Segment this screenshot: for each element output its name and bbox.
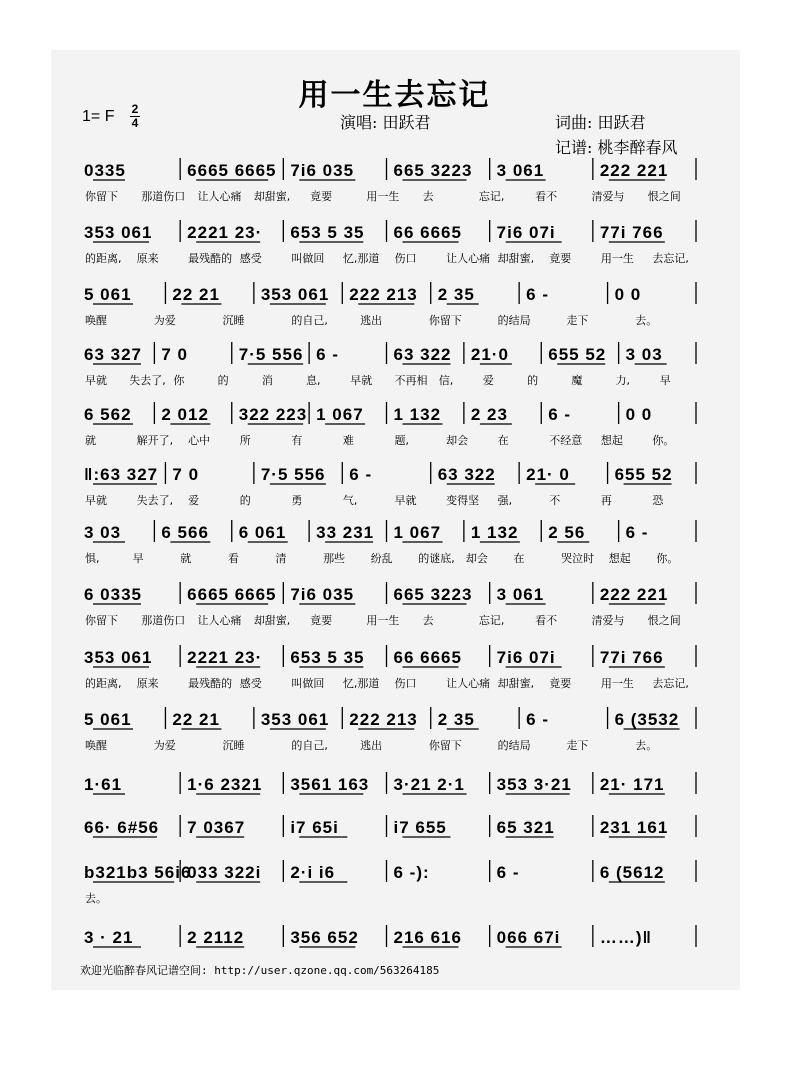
transcriber-credit: 记谱: 桃李醉春风 [555,138,678,157]
lyric-text: 不再相 [394,374,428,387]
note-group: 6 - [548,405,572,424]
lyric-text: 用一生 [600,252,634,265]
lyric-text: 清 [275,552,287,565]
note-group: 22 21 [172,285,220,304]
note-group: 22 21 [172,710,220,729]
lyric-text: 有 [291,434,303,447]
lyric-text: 原来 [136,677,159,690]
lyric-text: 纷乱 [370,552,393,565]
note-group: 5 061 [84,285,132,304]
lyric-text: 的 [217,374,229,387]
lyric-text: 早 [659,374,671,387]
lyric-text: 想起 [600,434,623,447]
note-group: 1 132 [393,405,442,424]
lyric-text: 原来 [136,252,159,265]
note-group: 356 652 [290,928,359,947]
lyric-text: 勇 [291,494,303,507]
lyric-text: 就 [180,552,192,565]
note-group: 63 327 [84,345,142,364]
lyric-text: 息, [306,374,321,387]
lyric-text: 的结局 [497,739,531,752]
lyric-text: 早 [132,552,144,565]
lyric-text: 你留下 [428,739,462,752]
lyric-text: 那道伤口 [141,614,186,627]
lyricist-credit: 词曲: 田跃君 [555,113,646,132]
lyric-text: 恨之间 [647,190,681,203]
lyric-text: 你留下 [85,614,118,627]
note-group: 1 132 [470,523,519,542]
note-group: ‖:63 327 [84,465,159,484]
note-group: 216 616 [393,928,462,947]
lyric-text: 难 [342,434,354,447]
note-group: 7·5 556 [260,465,326,484]
note-group: 7i6 035 [290,585,355,604]
note-group: 6665 6665 [187,585,277,604]
note-group: 653 5 35 [290,223,365,242]
lyric-text: 用一生 [366,190,400,203]
note-group: 6 - [349,465,373,484]
time-signature-bottom: 4 [131,116,139,130]
note-group: ……)‖ [599,928,652,947]
lyric-text: 竟要 [549,677,572,690]
lyric-text: 去。 [85,892,107,905]
lyric-text: 再 [600,494,612,507]
note-group: 2 012 [161,405,209,424]
lyric-text: 走下 [566,314,589,327]
lyric-text: 看 [227,552,239,565]
lyric-text: 力, [615,374,631,387]
lyric-text: 解开了, [136,434,174,447]
lyric-text: 那些 [323,552,346,565]
note-group: 6 -): [393,863,430,882]
lyric-text: 爱 [188,494,200,507]
lyric-text: 去。 [635,739,658,752]
note-group: 77i 766 [599,648,664,667]
key-signature: 1= F [82,108,115,125]
lyric-text: 用一生 [366,614,400,627]
lyric-text: 唤醒 [85,314,107,327]
lyric-text: 感受 [239,677,262,690]
lyric-text: 让人心痛 [446,677,491,690]
lyric-text: 让人心痛 [197,190,242,203]
lyric-text: 竟要 [310,190,333,203]
lyric-text: 在 [513,552,525,565]
note-group: 6 - [526,285,549,304]
note-group: 2 2112 [187,928,245,947]
lyric-text: 爱 [482,374,494,387]
lyric-text: 就 [85,434,96,447]
note-group: 0335 [84,161,126,180]
lyric-text: 忆,那道 [342,677,380,690]
note-group: i7 655 [393,818,447,837]
note-group: 6 562 [84,405,132,424]
lyric-text: 忆,那道 [342,252,380,265]
note-group: 7i6 07i [496,648,556,667]
lyric-text: 叫做回 [291,252,325,265]
note-group: 63 322 [437,465,496,484]
lyric-text: 的 [239,494,251,507]
note-group: 66· 6#56 [84,818,160,837]
note-group: 65 321 [496,818,555,837]
lyric-text: 最残酷的 [188,677,233,690]
lyric-text: 不经意 [549,434,583,447]
lyric-text: 沉睡 [222,314,245,327]
lyric-text: 感受 [239,252,262,265]
note-group: 322 223 [238,405,308,424]
lyric-text: 你。 [652,434,675,447]
lyric-text: 心中 [188,434,211,447]
lyric-text: 看不 [535,614,558,627]
note-group: 63 322 [393,345,452,364]
lyric-text: 那道伤口 [141,190,186,203]
note-group: 222 221 [599,585,669,604]
lyric-text: 不 [549,494,561,507]
lyric-text: 却会 [446,434,469,447]
lyric-text: 清爱与 [591,190,625,203]
song-title: 用一生去忘记 [298,78,491,113]
lyric-text: 的距离, [85,677,122,690]
lyric-text: 你留下 [85,190,118,203]
singer-credit: 演唱: 田跃君 [340,113,431,132]
lyric-text: 去 [422,190,434,203]
lyric-text: 叫做回 [291,677,325,690]
note-group: 033 322i [187,863,262,882]
note-group: 6 566 [161,523,209,542]
lyric-text: 的 [527,374,539,387]
lyric-text: 去忘记, [652,252,689,265]
note-group: 6665 6665 [187,161,277,180]
lyric-text: 忘记, [478,190,505,203]
lyric-text: 强, [497,494,513,507]
note-group: 7i6 035 [290,161,355,180]
lyric-text: 消 [261,374,273,387]
note-group: 353 061 [84,223,153,242]
lyric-text: 早就 [85,374,107,387]
note-group: 1 067 [316,405,364,424]
note-group: 6 - [526,710,549,729]
note-group: 665 3223 [393,585,473,604]
footer-link: 欢迎光临醉春风记谱空间: http://user.qzone.qq.com/563264185 [80,964,440,977]
lyric-text: 忘记, [478,614,505,627]
note-group: 0 0 [625,405,653,424]
lyric-text: 早就 [350,374,373,387]
note-group: 066 67i [496,928,561,947]
note-group: 3 03 [625,345,663,364]
note-group: 353 3·21 [496,775,572,794]
note-group: i7 65i [290,818,339,837]
lyric-text: 魔 [571,374,583,387]
note-group: 2 35 [437,710,475,729]
lyric-text: 恨之间 [647,614,681,627]
note-group: 33 231 [316,523,375,542]
note-group: 7i6 07i [496,223,556,242]
lyric-text: 早就 [394,494,417,507]
lyric-text: 失去了, [129,374,166,387]
note-group: 3561 163 [290,775,370,794]
note-group: 3 · 21 [84,928,134,947]
lyric-text: 惧, [85,552,100,565]
note-group: 1·61 [84,775,123,794]
lyric-text: 你留下 [428,314,462,327]
note-group: 3 061 [496,585,545,604]
lyric-text: 却甜蜜, [497,677,535,690]
note-group: 655 52 [614,465,673,484]
note-group: 353 061 [260,710,330,729]
note-group: 6 061 [238,523,287,542]
note-group: 66 6665 [393,648,462,667]
lyric-text: 的自己, [291,314,328,327]
lyric-text: 竟要 [549,252,572,265]
lyric-text: 早就 [85,494,107,507]
note-group: 1 067 [393,523,442,542]
note-group: 222 213 [349,710,418,729]
note-group: 7 0 [172,465,200,484]
note-group: 3 03 [84,523,122,542]
note-group: 2221 23· [187,648,263,667]
lyric-text: 沉睡 [222,739,245,752]
note-group: 3 061 [496,161,545,180]
lyric-text: 让人心痛 [197,614,242,627]
lyric-text: 去忘记, [652,677,689,690]
lyric-text: 为爱 [153,739,176,752]
lyric-text: 的结局 [497,314,531,327]
note-group: 77i 766 [599,223,664,242]
note-group: 21· 0 [526,465,570,484]
note-group: 7 0367 [187,818,246,837]
note-group: 2·i i6 [290,863,336,882]
note-group: 6 - [316,345,339,364]
lyric-text: 最残酷的 [188,252,233,265]
lyric-text: 想起 [608,552,631,565]
lyric-text: 哭泣时 [561,552,595,565]
lyric-text: 竟要 [310,614,333,627]
lyric-text: 的距离, [85,252,122,265]
lyric-text: 逃出 [360,739,383,752]
lyric-text: 信, [438,374,454,387]
note-group: 655 52 [548,345,607,364]
note-group: 1·6 2321 [187,775,263,794]
note-group: 2 56 [548,523,586,542]
lyric-text: 在 [497,434,509,447]
note-group: 3·21 2·1 [393,775,465,794]
lyric-text: 唤醒 [85,739,107,752]
lyric-text: 恐 [652,494,664,507]
note-group: 222 221 [599,161,669,180]
note-group: 6 0335 [84,585,142,604]
note-group: 6 (5612 [599,863,665,882]
lyric-text: 去 [422,614,434,627]
note-group: 665 3223 [393,161,473,180]
note-group: 6 (3532 [614,710,680,729]
lyric-text: 你 [173,374,185,387]
note-group: 2221 23· [187,223,263,242]
note-group: 353 061 [84,648,153,667]
lyric-text: 让人心痛 [446,252,491,265]
lyric-text: 逃出 [360,314,383,327]
note-group: 353 061 [260,285,330,304]
lyric-text: 看不 [535,190,558,203]
note-group: b321b3 56i6 [84,863,192,882]
lyric-text: 用一生 [600,677,634,690]
lyric-text: 却甜蜜, [253,190,291,203]
lyric-text: 变得坚 [446,494,480,507]
note-group: 0 0 [614,285,642,304]
lyric-text: 伤口 [394,677,417,690]
note-group: 2 35 [437,285,475,304]
note-group: 222 213 [349,285,418,304]
lyric-text: 所 [239,434,251,447]
note-group: 21· 171 [599,775,665,794]
note-group: 66 6665 [393,223,462,242]
note-group: 653 5 35 [290,648,365,667]
lyric-text: 清爱与 [591,614,625,627]
note-group: 6 - [625,523,649,542]
lyric-text: 为爱 [153,314,176,327]
note-group: 5 061 [84,710,132,729]
lyric-text: 却甜蜜, [253,614,291,627]
time-signature-top: 2 [131,102,139,116]
lyric-text: 去。 [635,314,658,327]
lyric-text: 的自己, [291,739,328,752]
note-group: 7 0 [161,345,189,364]
note-group: 7·5 556 [238,345,304,364]
lyric-text: 却会 [465,552,488,565]
note-group: 2 23 [470,405,508,424]
note-group: 21·0 [470,345,509,364]
lyric-text: 伤口 [394,252,417,265]
note-group: 231 161 [599,818,669,837]
lyric-text: 气, [342,494,358,507]
lyric-text: 走下 [566,739,589,752]
lyric-text: 题, [394,434,409,447]
note-group: 6 - [496,863,520,882]
lyric-text: 失去了, [136,494,174,507]
lyric-text: 却甜蜜, [497,252,535,265]
lyric-text: 你。 [656,552,679,565]
lyric-text: 的谜底, [418,552,455,565]
